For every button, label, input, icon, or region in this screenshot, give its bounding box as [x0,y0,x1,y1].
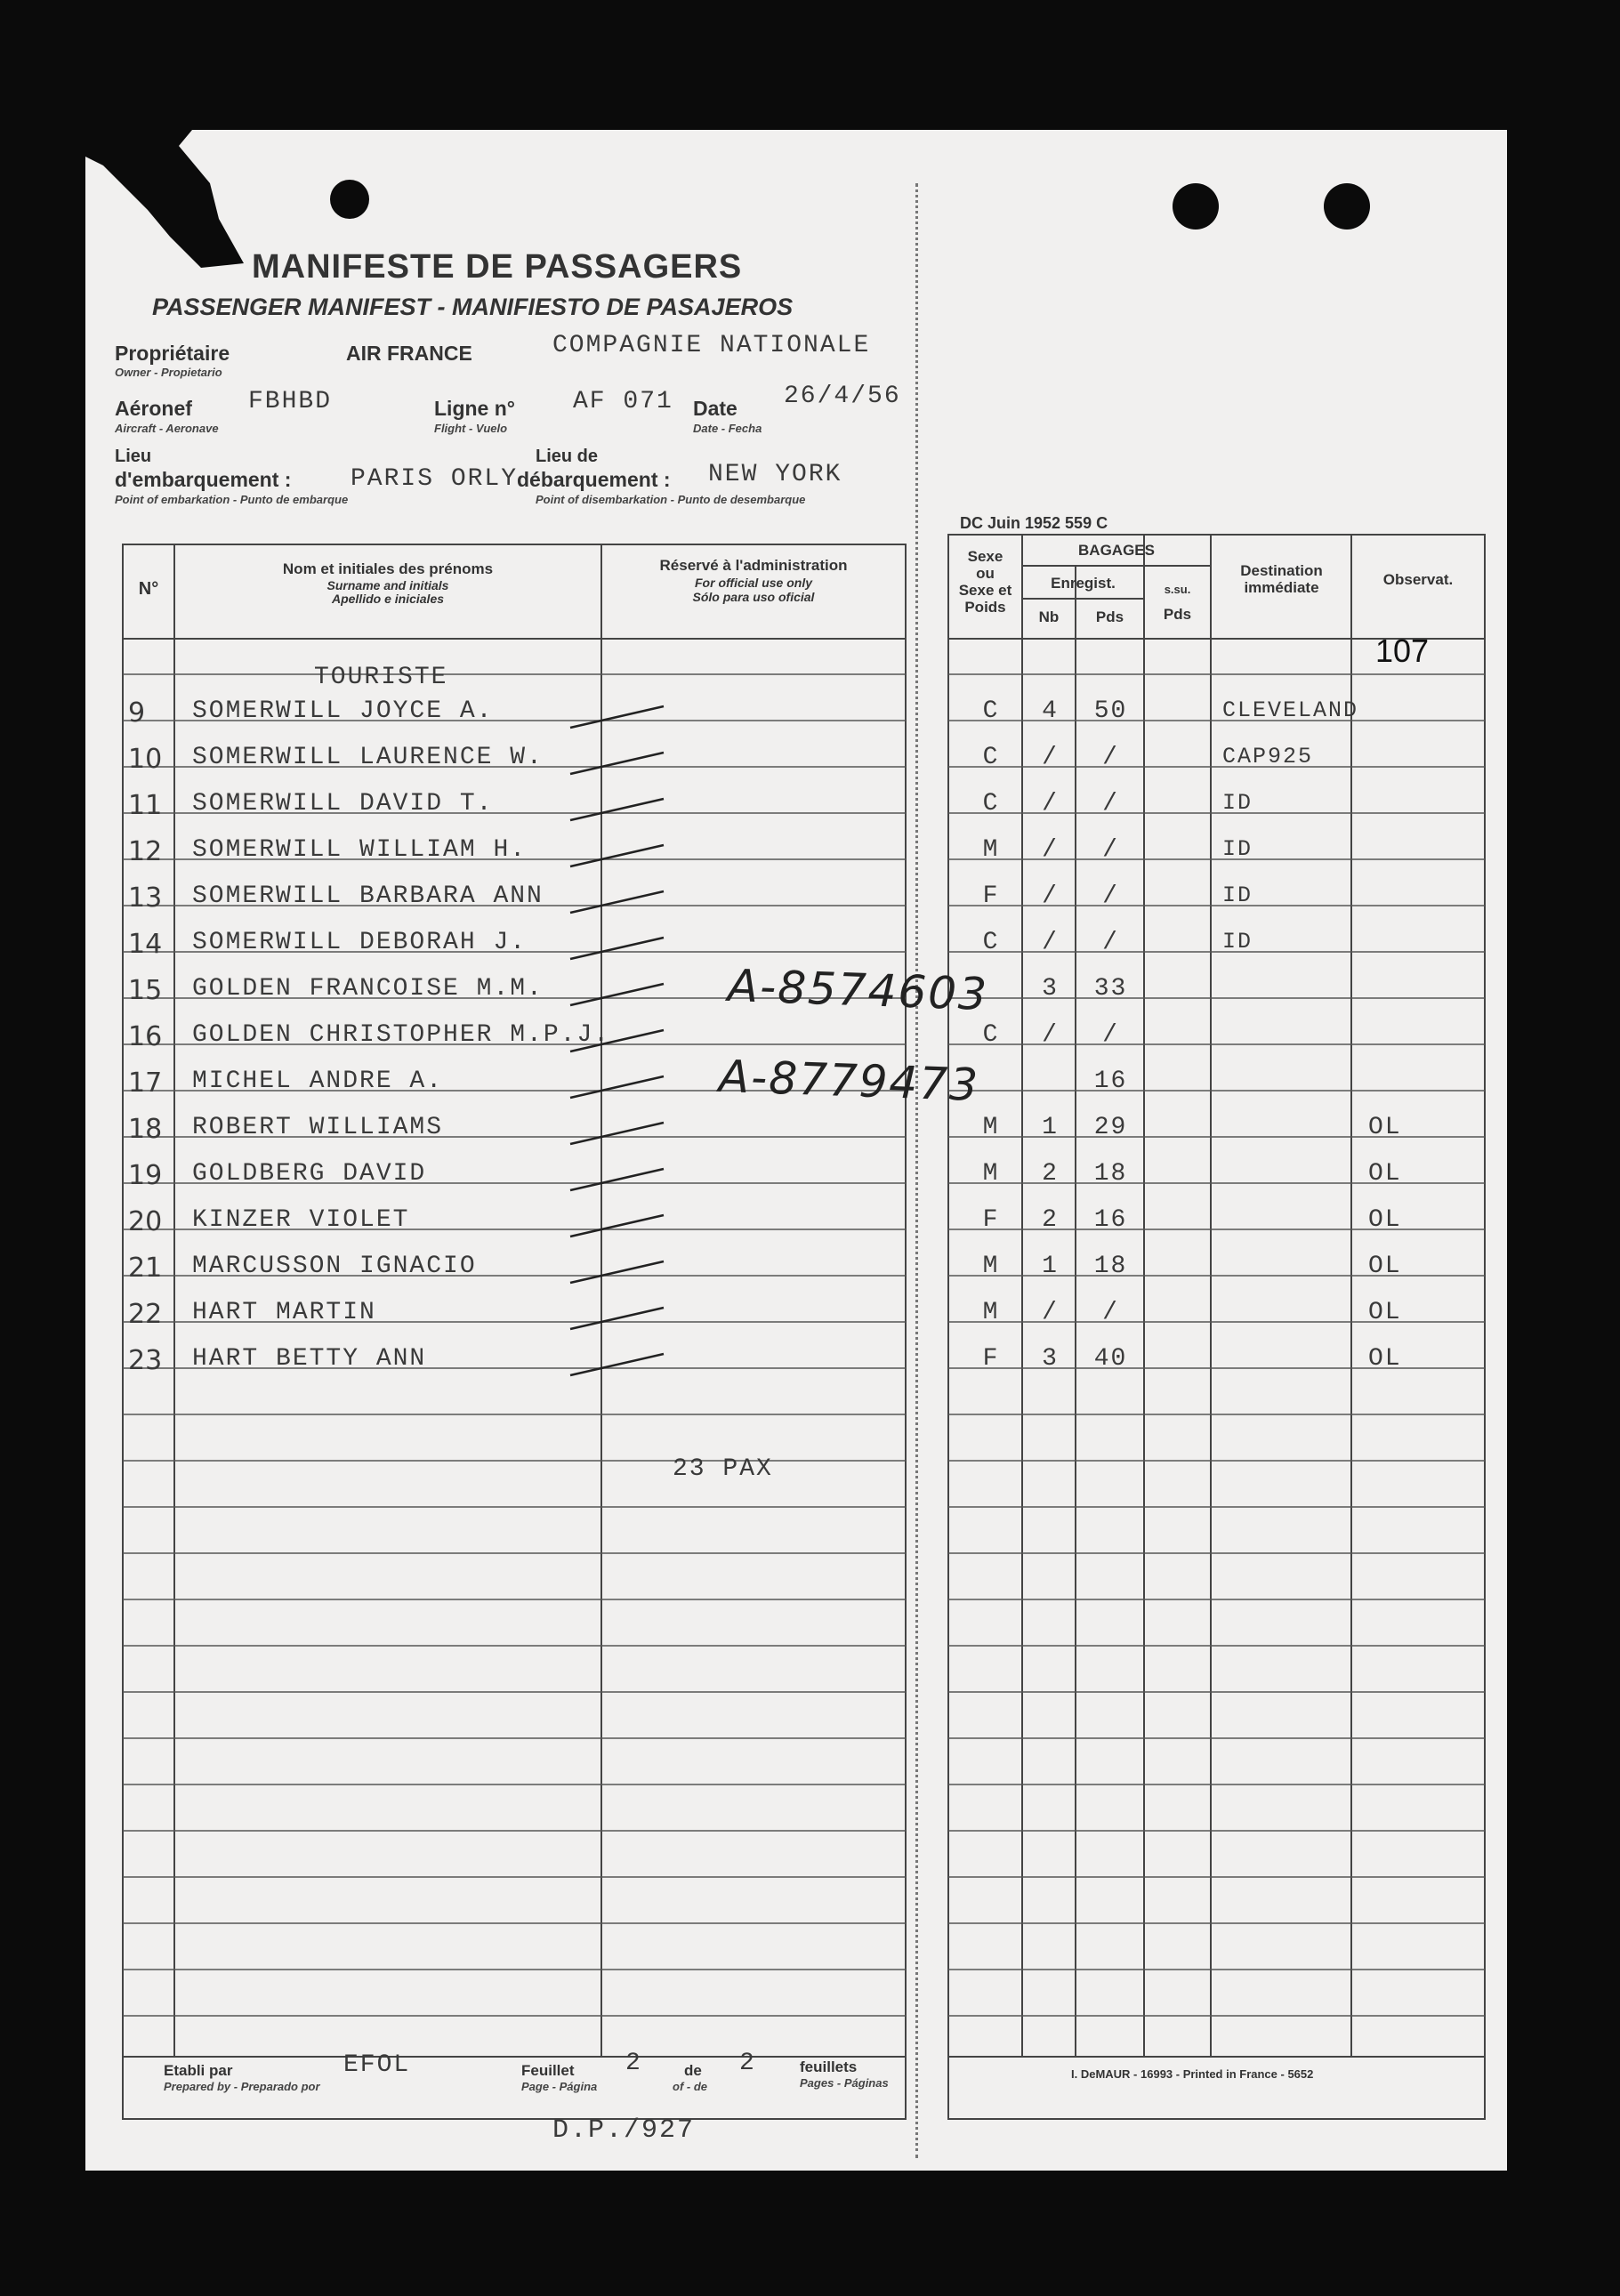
row-number: 11 [128,790,163,821]
check-mark [570,1076,664,1098]
baggage-count: / [1042,1021,1059,1049]
observation: OL [1368,1345,1402,1373]
baggage-weight: 40 [1093,1345,1128,1373]
passenger-name: HART BETTY ANN [192,1345,427,1373]
col-header-no: N° [138,579,159,599]
prepared-label: Etabli par [164,2062,233,2079]
form-code: DC Juin 1952 559 C [960,514,1108,532]
check-mark [570,1354,664,1375]
destination: ID [1222,882,1253,908]
passenger-name: GOLDEN FRANCOISE M.M. [192,975,544,1003]
passenger-name: SOMERWILL JOYCE A. [192,697,494,725]
baggage-weight: / [1102,790,1119,818]
baggage-count: 1 [1042,1114,1059,1141]
manifest-table-grid [85,130,1507,2171]
check-mark [570,938,664,959]
owner-sublabel: Owner - Propietario [115,366,222,379]
check-mark [570,984,664,1005]
baggage-count: 3 [1042,1345,1059,1373]
col-header-bagages: BAGAGES [1078,542,1155,559]
passenger-sex: C [982,697,1000,725]
owner-printed: AIR FRANCE [346,342,472,365]
passenger-name: ROBERT WILLIAMS [192,1114,444,1141]
disembark-label: débarquement : [517,468,671,491]
sheets-label: feuillets [800,2058,858,2075]
destination: ID [1222,790,1253,816]
prepared-value: EFOL [343,2051,411,2079]
col-header-sex-3: Sexe et [958,582,1012,599]
observation: OL [1368,1160,1402,1188]
row-number: 9 [128,697,146,729]
passenger-name: HART MARTIN [192,1299,376,1326]
destination: CLEVELAND [1222,697,1359,723]
passenger-name: KINZER VIOLET [192,1206,410,1234]
col-header-name: Nom et initiales des prénoms [282,560,494,577]
baggage-weight: 16 [1093,1067,1128,1095]
observation: OL [1368,1299,1402,1326]
row-number: 16 [128,1021,163,1052]
row-number: 23 [128,1345,163,1376]
row-number: 18 [128,1114,163,1145]
passenger-sex: C [982,1021,1000,1049]
col-header-admin-sub1: For official use only [695,576,812,590]
embark-label-top: Lieu [115,447,152,466]
embark-sublabel: Point of embarkation - Punto de embarque [115,493,349,506]
baggage-count: / [1042,1299,1059,1326]
sheet-sublabel: Page - Página [521,2080,598,2093]
check-mark [570,799,664,820]
row-number: 13 [128,882,163,914]
row-number: 20 [128,1206,163,1237]
passenger-sex: M [982,1253,1000,1280]
aircraft-sublabel: Aircraft - Aeronave [115,422,219,435]
sheet-label: Feuillet [521,2062,575,2079]
col-header-enreg: Enregist. [1051,575,1116,592]
col-header-name-sub1: Surname and initials [326,578,449,592]
col-header-name-sub2: Apellido e iniciales [331,592,445,606]
flight-value: AF 071 [573,388,673,415]
passenger-sex: M [982,1114,1000,1141]
date-sublabel: Date - Fecha [693,422,762,435]
check-mark [570,1169,664,1190]
passenger-sex: C [982,790,1000,818]
check-mark [570,706,664,728]
observation: OL [1368,1206,1402,1234]
passenger-sex: C [982,744,1000,771]
baggage-count: / [1042,836,1059,864]
passenger-sex: F [982,882,1000,910]
baggage-weight: 50 [1093,697,1128,725]
destination: ID [1222,929,1253,955]
check-mark [570,1261,664,1283]
passenger-name: SOMERWILL DAVID T. [192,790,494,818]
handwritten-passport-1: A-8574603 [727,959,989,1021]
passenger-sex: C [982,929,1000,956]
baggage-count: / [1042,929,1059,956]
date-label: Date [693,397,737,420]
row-number: 10 [128,744,163,775]
col-header-pds: Pds [1095,608,1124,625]
passenger-name: MARCUSSON IGNACIO [192,1253,477,1280]
aircraft-value: FBHBD [248,388,333,415]
col-header-sex-4: Poids [964,599,1006,616]
of-label: de [684,2062,702,2079]
of-value: 2 [739,2050,756,2077]
passenger-sex: M [982,1299,1000,1326]
sheets-sublabel: Pages - Páginas [800,2076,889,2090]
class-label: TOURISTE [314,664,448,691]
row-number: 12 [128,836,163,867]
passenger-name: GOLDEN CHRISTOPHER M.P.J. [192,1021,611,1049]
destination: ID [1222,836,1253,862]
row-number: 19 [128,1160,163,1191]
passenger-name: SOMERWILL BARBARA ANN [192,882,544,910]
col-header-sus: s.su. [1164,583,1191,596]
col-header-sex-2: ou [976,565,995,582]
check-mark [570,1308,664,1329]
check-mark [570,753,664,774]
disembark-value: NEW YORK [708,461,842,488]
disembark-label-top: Lieu de [536,447,599,466]
baggage-weight: 16 [1093,1206,1128,1234]
aircraft-label: Aéronef [115,397,192,420]
col-header-observations: Observat. [1382,571,1454,588]
check-mark [570,891,664,913]
date-value: 26/4/56 [784,383,901,410]
total-passengers: 23 PAX [673,1455,773,1483]
disembark-sublabel: Point of disembarkation - Punto de desembarque [536,493,806,506]
baggage-weight: / [1102,836,1119,864]
baggage-weight: 33 [1093,975,1128,1003]
col-header-admin: Réservé à l'administration [659,557,848,574]
check-mark [570,1215,664,1237]
check-mark [570,1123,664,1144]
baggage-weight: 29 [1093,1114,1128,1141]
owner-label: Propriétaire [115,342,230,365]
baggage-weight: / [1102,882,1119,910]
baggage-count: 2 [1042,1206,1059,1234]
manifest-subtitle: PASSENGER MANIFEST - MANIFIESTO DE PASAJEROS [152,294,794,320]
handwritten-passport-2: A-8779473 [718,1050,980,1112]
page-ref-number: 107 [1375,632,1430,669]
of-sublabel: of - de [673,2080,707,2093]
row-number: 15 [128,975,163,1006]
passenger-sex: M [982,1160,1000,1188]
flight-sublabel: Flight - Vuelo [434,422,508,435]
col-header-sus-pds: Pds [1163,606,1192,623]
baggage-count: 2 [1042,1160,1059,1188]
passenger-sex: F [982,1345,1000,1373]
embark-label: d'embarquement : [115,468,292,491]
passenger-name: MICHEL ANDRE A. [192,1067,444,1095]
document-reference: D.P./927 [552,2115,696,2146]
destination: CAP925 [1222,744,1314,769]
baggage-weight: / [1102,1299,1119,1326]
baggage-weight: 18 [1093,1253,1128,1280]
check-mark [570,845,664,866]
baggage-count: / [1042,790,1059,818]
baggage-weight: / [1102,929,1119,956]
baggage-count: / [1042,744,1059,771]
flight-label: Ligne n° [434,397,515,420]
baggage-count: 4 [1042,697,1059,725]
embark-value: PARIS ORLY [351,465,519,493]
col-header-destination: Destination immédiate [1240,562,1323,596]
col-header-admin-sub2: Sólo para uso oficial [692,590,815,604]
sheet-value: 2 [625,2050,642,2077]
passenger-sex: M [982,836,1000,864]
col-header-nb: Nb [1038,608,1060,625]
baggage-weight: 18 [1093,1160,1128,1188]
passenger-name: SOMERWILL LAURENCE W. [192,744,544,771]
passenger-name: GOLDBERG DAVID [192,1160,427,1188]
manifest-title: MANIFESTE DE PASSAGERS [252,248,743,286]
row-number: 14 [128,929,163,960]
passenger-name: SOMERWILL WILLIAM H. [192,836,528,864]
col-header-sex-1: Sexe [967,548,1003,565]
observation: OL [1368,1114,1402,1141]
baggage-count: 1 [1042,1253,1059,1280]
baggage-weight: / [1102,1021,1119,1049]
baggage-count: 3 [1042,975,1059,1003]
passenger-name: SOMERWILL DEBORAH J. [192,929,528,956]
printer-imprint: I. DeMAUR - 16993 - Printed in France - 5652 [1071,2067,1314,2081]
baggage-weight: / [1102,744,1119,771]
baggage-count: / [1042,882,1059,910]
owner-typed: COMPAGNIE NATIONALE [552,332,871,359]
row-number: 17 [128,1067,163,1099]
prepared-sublabel: Prepared by - Preparado por [164,2080,320,2093]
row-number: 21 [128,1253,163,1284]
manifest-sheet [85,130,1507,2171]
passenger-sex: F [982,1206,1000,1234]
row-number: 22 [128,1299,163,1330]
observation: OL [1368,1253,1402,1280]
